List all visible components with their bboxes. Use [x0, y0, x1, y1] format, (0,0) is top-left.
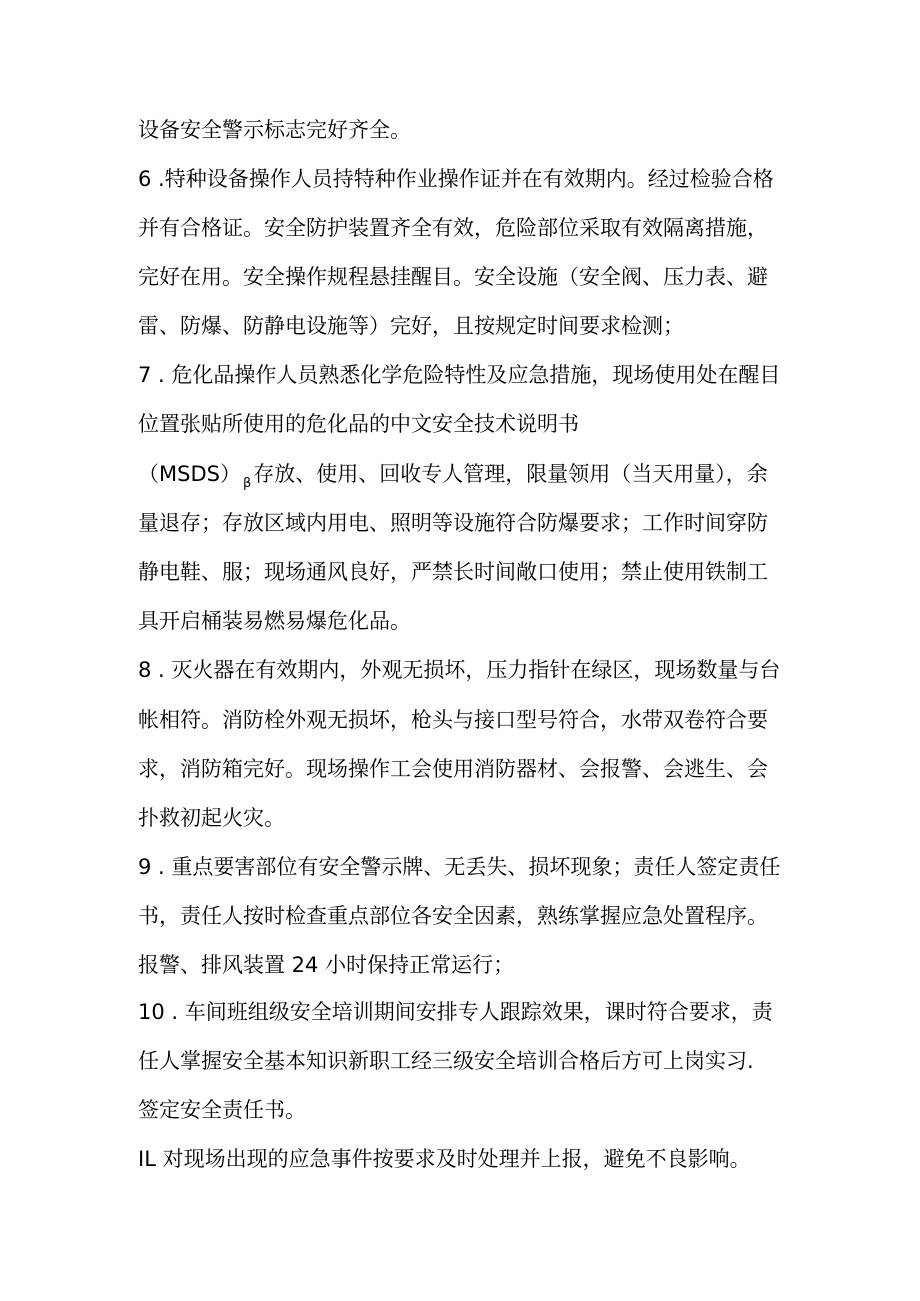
- text-line: 并有合格证。安全防护装置齐全有效，危险部位采取有效隔离措施，: [138, 216, 768, 240]
- subscript-mark: β: [242, 476, 252, 491]
- text-line: 8 . 灭火器在有效期内，外观无损坏，压力指针在绿区，现场数量与台: [138, 658, 781, 682]
- text-line: 6 .特种设备操作人员持特种作业操作证并在有效期内。经过检验合格: [138, 167, 774, 191]
- text-line: 签定安全责任书。: [138, 1098, 306, 1122]
- msds-continuation: 存放、使用、回收专人管理，限量领用（当天用量），余: [253, 462, 768, 486]
- text-line: 具开启桶装易燃易爆危化品。: [138, 609, 411, 633]
- text-line: 书，责任人按时检查重点部位各安全因素，熟练掌握应急处置程序。: [138, 904, 768, 928]
- text-line: 任人掌握安全基本知识新职工经三级安全培训合格后方可上岗实习.: [138, 1049, 754, 1073]
- text-line: 静电鞋、服；现场通风良好，严禁长时间敞口使用；禁止使用铁制工: [138, 560, 768, 584]
- text-line: 9 . 重点要害部位有安全警示牌、无丢失、损坏现象；责任人签定责任: [138, 855, 781, 879]
- text-line: 7 . 危化品操作人员熟悉化学危险特性及应急措施，现场使用处在醒目: [138, 363, 781, 387]
- text-line: 求，消防箱完好。现场操作工会使用消防器材、会报警、会逃生、会: [138, 757, 768, 781]
- text-line: 报警、排风装置 24 小时保持正常运行；: [138, 953, 515, 977]
- text-line: 设备安全警示标志完好齐全。: [138, 118, 411, 142]
- text-line: 位置张贴所使用的危化品的中文安全技术说明书: [138, 412, 579, 436]
- text-line: 帐相符。消防栓外观无损坏，枪头与接口型号符合，水带双卷符合要: [138, 708, 768, 732]
- text-line: 雷、防爆、防静电设施等）完好，且按规定时间要求检测；: [138, 314, 684, 338]
- text-line: 扑救初起火灾。: [138, 806, 285, 830]
- text-line: 完好在用。安全操作规程悬挂醒目。安全设施（安全阀、压力表、避: [138, 265, 768, 289]
- text-line: 10 . 车间班组级安全培训期间安排专人跟踪效果，课时符合要求，责: [138, 1000, 773, 1024]
- text-line-msds: [138, 459, 768, 499]
- text-line: IL 对现场出现的应急事件按要求及时处理并上报，避免不良影响。: [138, 1147, 751, 1171]
- msds-label: （MSDS）: [138, 462, 241, 486]
- text-line: 量退存；存放区域内用电、照明等设施符合防爆要求；工作时间穿防: [138, 511, 768, 535]
